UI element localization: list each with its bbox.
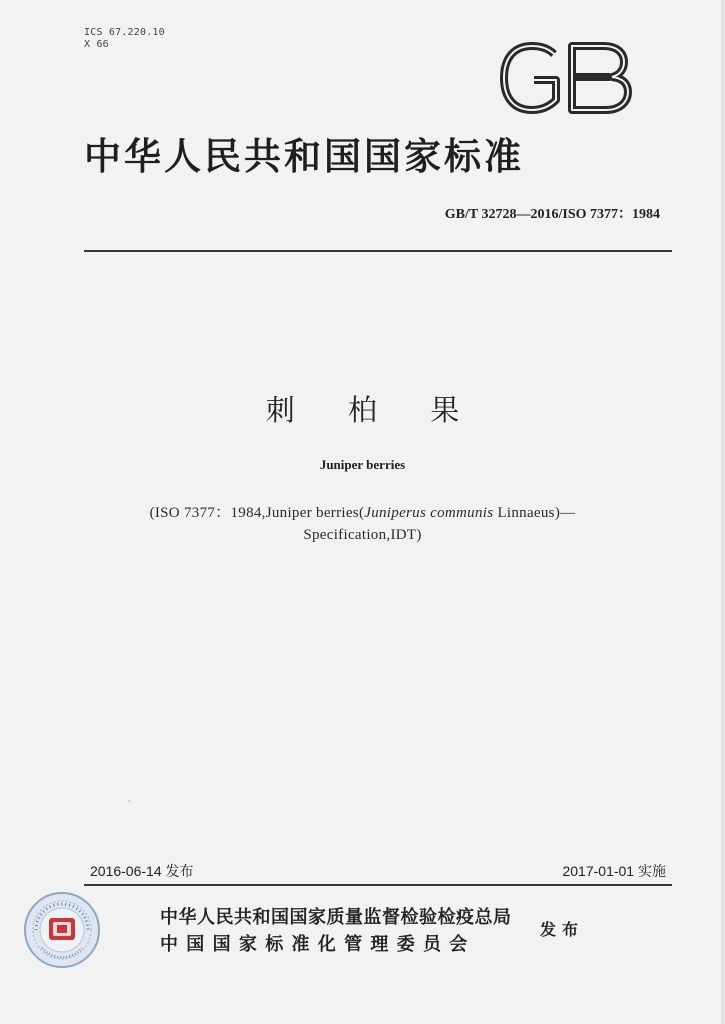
issuer-sac: 中国国家标准化管理委员会 bbox=[160, 934, 476, 955]
anti-counterfeit-seal bbox=[22, 890, 102, 970]
document-title-en: Juniper berries bbox=[319, 457, 406, 472]
issuer-aqsiq: 中华人民共和国国家质量监督检验检疫总局 bbox=[160, 907, 512, 928]
classification-codes bbox=[84, 27, 165, 51]
standard-category-title: 中华人民共和国国家标准 bbox=[84, 135, 524, 178]
standard-number: GB/T 32728—2016/ISO 7377：1984 bbox=[444, 207, 660, 222]
document-title-zh: 刺 柏 果 bbox=[265, 393, 482, 427]
identity-suffix: Linnaeus)— bbox=[493, 505, 576, 521]
ccs-code: X 66 bbox=[84, 39, 109, 50]
publish-label: 发布 bbox=[540, 920, 585, 939]
identity-line-1 bbox=[0, 501, 725, 522]
identity-prefix: (ISO 7377：1984,Juniper berries( bbox=[149, 505, 365, 521]
implementation-date: 2017-01-01 实施 bbox=[562, 863, 666, 879]
bottom-divider bbox=[84, 884, 672, 886]
identity-latin-name: Juniperus communis bbox=[364, 505, 494, 521]
issue-date: 2016-06-14 发布 bbox=[90, 863, 194, 879]
paper-speck bbox=[128, 800, 130, 802]
identity-line-2: Specification,IDT) bbox=[303, 527, 422, 543]
top-divider bbox=[84, 250, 672, 252]
ics-code: ICS 67.220.10 bbox=[84, 27, 165, 38]
gb-logo bbox=[496, 40, 636, 116]
